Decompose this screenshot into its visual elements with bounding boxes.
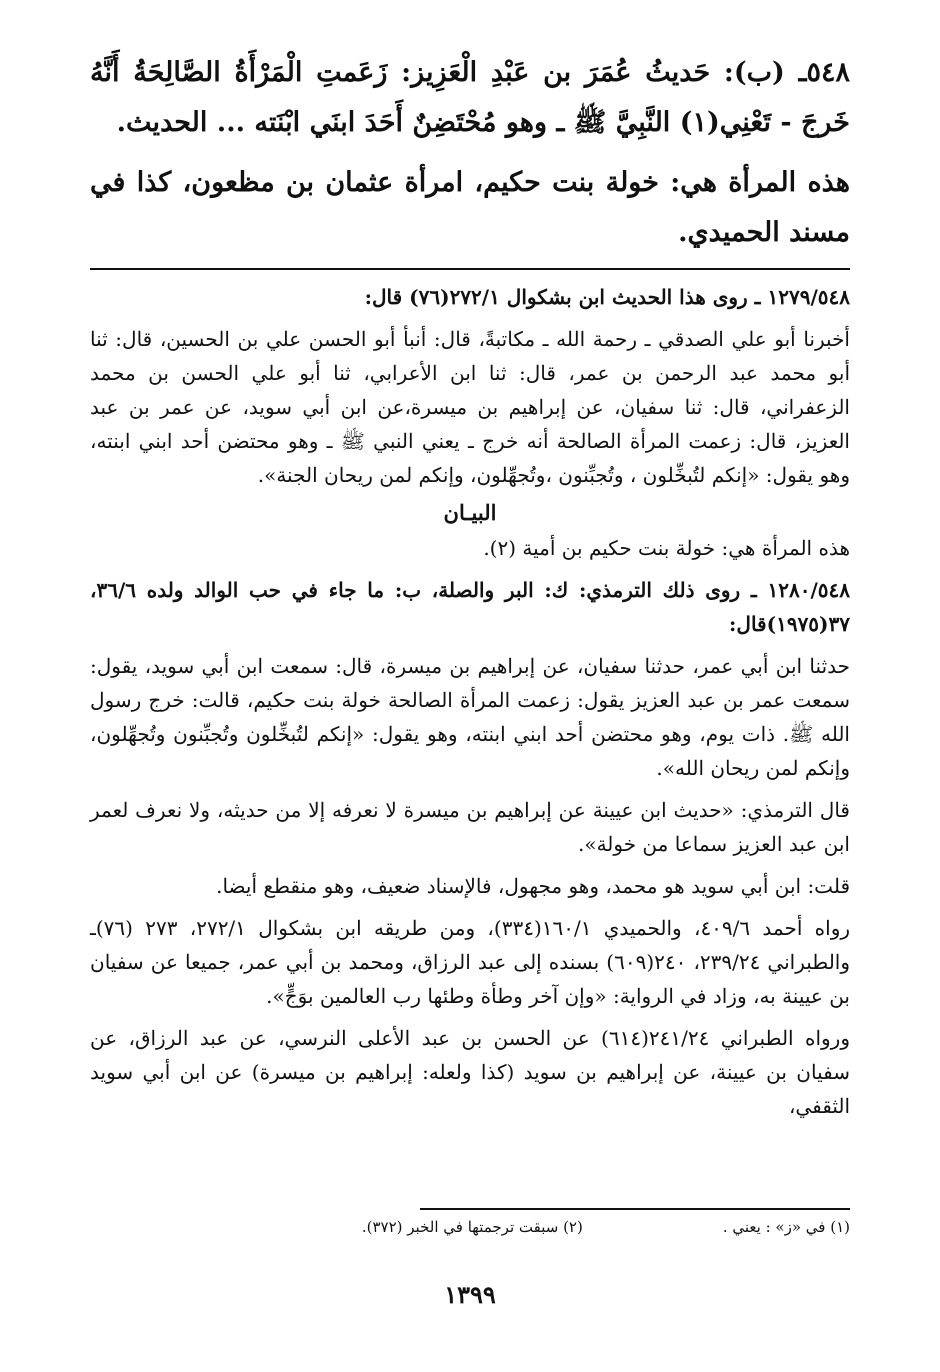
tabarani-paragraph: ورواه الطبراني ٢٤١/٢٤(٦١٤) عن الحسن بن عبد الأعلى النرسي، عن عبد الرزاق، عن سفيان بن عيينة، عن إبراهيم بن سويد (كذا ولعله: إبراهيم بن ميسرة) عن ابن أبي سويد الثقفي، [90, 1026, 850, 1118]
footnotes [90, 1218, 850, 1236]
author-comment: قلت: ابن أبي سويد هو محمد، وهو مجهول، فالإسناد ضعيف، وهو منقطع أيضا. [216, 874, 850, 898]
narration-header-1279: ١٢٧٩/٥٤٨ ـ روى هذا الحديث ابن بشكوال ٢٧٢/١(٧٦) قال: [364, 285, 850, 309]
footnote-1: (١) في «ز» : يعني . [722, 1218, 850, 1236]
narration-text-1280: حدثنا ابن أبي عمر، حدثنا سفيان، عن إبراهيم بن ميسرة، قال: سمعت ابن أبي سويد، يقول: سمعت عمر بن عبد العزيز يقول: زعمت المرأة الصالحة خولة بنت حكيم، قالت: خرج رسول الله ﷺ. ذات يوم، وهو محتضن أحد ابني ابنته، وهو يقول: «إنكم لتُبخِّلون وتُجبِّنون وتُجهِّلون، وإنكم لمن ريحان الله». [90, 654, 850, 780]
tirmidhi-comment: قال الترمذي: «حديث ابن عيينة عن إبراهيم بن ميسرة لا نعرفه إلا من حديثه، ولا نعرف لعمر ابن عبد العزيز سماعا من خولة». [90, 798, 850, 856]
section-title-bayan: البيـان [443, 500, 497, 525]
footnote-2: (٢) سبقت ترجمتها في الخبر (٣٧٢). [361, 1218, 583, 1236]
narration-text-1279: أخبرنا أبو علي الصدقي ـ رحمة الله ـ مكاتبةً، قال: أنبأ أبو الحسن علي بن الحسين، قال: ثنا أبو محمد عبد الرحمن بن عمر، قال: ثنا ابن الأعرابي، ثنا أبو علي الحسن بن محمد الزعفراني، قال: ثنا سفيان، عن إبراهيم بن ميسرة،عن ابن أبي سويد، عن عمر بن عبد العزيز، قال: زعمت المرأة الصالحة أنه خرج ـ يعني النبي ﷺ ـ وهو محتضن أحد ابني ابنته، وهو يقول: «إنكم لتُبخِّلون ، وتُجبِّنون ،وتُجهِّلون، وإنكم لمن ريحان الجنة». [90, 327, 850, 487]
hadith-heading: ٥٤٨ـ (ب): حَديثُ عُمَرَ بن عَبْدِ الْعَزِيز: زَعَمتِ الْمَرْأَةُ الصَّالِحَةُ أَنَّهُ خَرجَ - تَعْنِي(١) النَّبِيَّ ﷺ ـ وهو مُحْتَضِنٌ أَحَدَ ابنَي ابْنَته ... الحديث. [90, 57, 850, 138]
footnote-divider [420, 1208, 850, 1210]
section-divider [90, 268, 850, 270]
sources-paragraph: رواه أحمد ٤٠٩/٦، والحميدي ١٦٠/١(٣٣٤)، ومن طريقه ابن بشكوال ٢٧٢/١، ٢٧٣ (٧٦)ـ والطبراني ٢٣٩/٢٤، ٢٤٠(٦٠٩) بسنده إلى عبد الرزاق، ومحمد بن أبي عمر، جميعا عن سفيان بن عيينة به، وزاد في الرواية: «وإن آخر وطأة وطئها رب العالمين بوَجٍّ». [90, 916, 851, 1008]
narration-header-1280: ١٢٨٠/٥٤٨ ـ روى ذلك الترمذي: ك: البر والصلة، ب: ما جاء في حب الوالد ولده ٣٦/٦، ٣٧(١٩٧٥)قال: [90, 578, 850, 636]
bayan-text: هذه المرأة هي: خولة بنت حكيم بن أمية (٢). [483, 536, 850, 560]
page-number: ١٣٩٩ [444, 1280, 496, 1309]
heading-explanation: هذه المرأة هي: خولة بنت حكيم، امرأة عثمان بن مظعون، كذا في مسند الحميدي. [90, 167, 850, 248]
